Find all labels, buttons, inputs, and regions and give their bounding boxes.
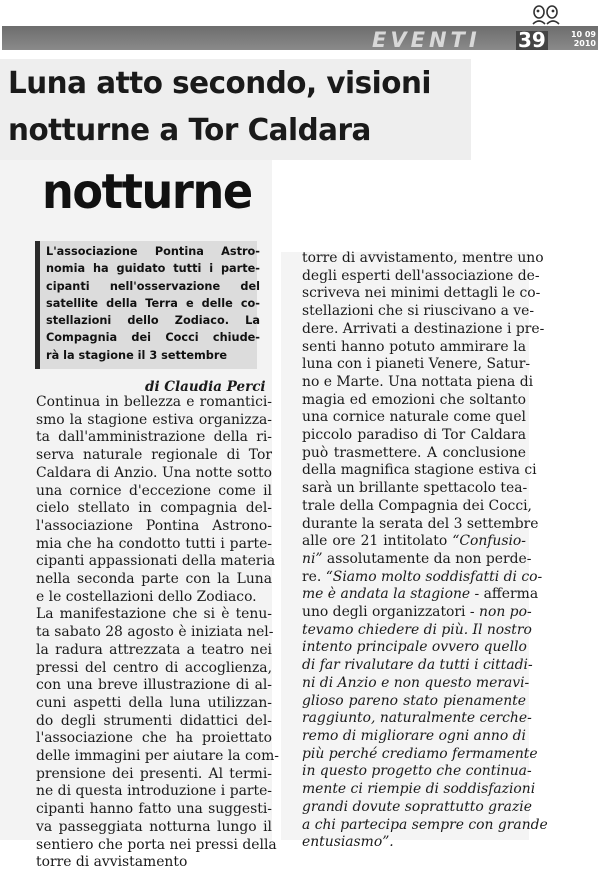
quote-line: remo di migliorare ogni anno di bbox=[302, 727, 526, 744]
body-line: pressi del centro di accoglienza, bbox=[36, 659, 272, 676]
body-line: torre di avvistamento, mentre uno bbox=[302, 250, 544, 266]
section-label: EVENTI bbox=[372, 28, 481, 52]
body-line: prensione dei presenti. Al termi- bbox=[36, 765, 272, 782]
lead-paragraph bbox=[46, 243, 260, 364]
body-line: cielo stellato in compagnia del- bbox=[36, 500, 272, 517]
quote-text: non po- bbox=[479, 604, 532, 621]
body-line: ne di questa introduzione i parte- bbox=[36, 783, 272, 800]
body-line: può trasmettere. A conclusione bbox=[302, 444, 526, 461]
lead-accent-bar bbox=[35, 241, 40, 369]
quote-line: a chi partecipa sempre con grande bbox=[302, 816, 548, 833]
body-line-mixed bbox=[302, 586, 539, 604]
body-line: una cornice naturale come quel bbox=[302, 409, 526, 426]
body-line: serva naturale regionale di Tor bbox=[36, 447, 272, 464]
lead-line: L'associazione Pontina Astro- bbox=[46, 245, 260, 258]
body-line: piccolo paradiso di Tor Caldara bbox=[302, 427, 526, 444]
headline-line-1: Luna atto secondo, visioni bbox=[8, 66, 431, 101]
lead-line: rà la stagione il 3 settembre bbox=[46, 348, 228, 362]
display-word: notturne bbox=[42, 164, 252, 220]
body-line: cipanti hanno fatto una suggesti- bbox=[36, 801, 272, 818]
body-line: va passeggiata notturna lungo il bbox=[36, 818, 272, 835]
body-line: della magnifica stagione estiva ci bbox=[302, 462, 537, 479]
body-line: con una breve illustrazione di al- bbox=[36, 677, 272, 694]
page-number: 39 bbox=[518, 28, 546, 52]
body-line: degli esperti dell'associazione de- bbox=[302, 267, 540, 284]
body-line: cuni aspetti della luna utilizzan- bbox=[36, 694, 272, 711]
body-line: sentiero che porta nei pressi della bbox=[36, 836, 277, 853]
quote-line: intento principale ovvero quello bbox=[302, 639, 527, 656]
body-line: nella seconda parte con la Luna bbox=[36, 571, 272, 588]
quote-line: grandi dovute soprattutto grazie bbox=[302, 798, 532, 815]
quote-text: “Siamo molto soddisfatti di co- bbox=[325, 568, 543, 585]
body-line: stellazioni che si riuscivano a ve- bbox=[302, 303, 535, 320]
body-line: delle immagini per aiutare la com- bbox=[36, 748, 279, 765]
body-line: mia che ha condotto tutti i parte- bbox=[36, 535, 272, 552]
body-line: luna con i pianeti Venere, Satur- bbox=[302, 356, 531, 373]
body-line: ta sabato 28 agosto è iniziata nel- bbox=[36, 624, 274, 641]
lead-line: cipanti nell'osservazione del bbox=[46, 279, 260, 293]
body-line: l'associazione che ha proiettato bbox=[36, 730, 272, 747]
body-line: sarà un brillante spettacolo tea- bbox=[302, 480, 528, 497]
body-line: La manifestazione che si è tenu- bbox=[36, 606, 272, 623]
body-text: uno degli organizzatori - bbox=[302, 604, 480, 621]
show-title: ni” bbox=[302, 550, 323, 567]
body-line: la radura attrezzata a teatro nei bbox=[36, 641, 272, 658]
body-line: scriveva nei minimi dettagli le co- bbox=[302, 285, 541, 302]
quote-line: ni di Anzio e non questo meravi- bbox=[302, 674, 530, 691]
lead-line: stellazioni dello Zodiaco. La bbox=[46, 314, 260, 328]
body-line-mixed bbox=[302, 533, 526, 551]
body-line: cipanti appassionati della materia bbox=[36, 553, 276, 570]
body-line: smo la stagione estiva organizza- bbox=[36, 411, 272, 428]
header-bar bbox=[2, 26, 598, 50]
byline: di Claudia Perci bbox=[145, 379, 266, 395]
headline-line-2: notturne a Tor Caldara bbox=[8, 113, 371, 148]
body-line-mixed bbox=[302, 604, 532, 622]
body-line-cut: torre di avvistamento bbox=[36, 854, 188, 871]
body-line: ta dall'amministrazione della ri- bbox=[36, 429, 272, 446]
quote-line: raggiunto, naturalmente cerche- bbox=[302, 710, 532, 727]
body-line: do degli strumenti didattici del- bbox=[36, 712, 272, 729]
right-column-text bbox=[302, 250, 548, 852]
body-line: durante la serata del 3 settembre bbox=[302, 515, 539, 532]
body-text: re. bbox=[302, 568, 326, 585]
body-line: Continua in bellezza e romantici- bbox=[36, 394, 272, 410]
quote-line: tevamo chiedere di più. Il nostro bbox=[302, 621, 532, 638]
lead-line: Compagnia dei Cocci chiude- bbox=[46, 331, 260, 345]
quote-line: in questo progetto che continua- bbox=[302, 763, 532, 780]
body-line: Caldara di Anzio. Una notte sotto bbox=[36, 464, 272, 481]
show-title: “Confusio- bbox=[452, 533, 526, 550]
body-line: senti hanno potuto ammirare la bbox=[302, 338, 526, 355]
left-column-text bbox=[36, 394, 279, 872]
quote-line: più perché crediamo fermamente bbox=[302, 745, 538, 762]
body-line: una cornice d'eccezione come il bbox=[36, 482, 272, 499]
body-line: l'associazione Pontina Astrono- bbox=[36, 517, 272, 534]
body-line-mixed bbox=[302, 568, 543, 587]
body-line: dere. Arrivati a destinazione i pre- bbox=[302, 320, 545, 337]
body-line: no e Marte. Una nottata piena di bbox=[302, 373, 534, 390]
quote-line: glioso pareno stato pienamente bbox=[302, 692, 526, 709]
body-line: magia ed emozioni che soltanto bbox=[302, 391, 526, 408]
headline bbox=[8, 60, 464, 154]
quote-line: entusiasmo”. bbox=[302, 834, 394, 851]
body-line-mixed bbox=[302, 550, 532, 569]
body-text: assolutamente da non perde- bbox=[322, 550, 532, 567]
body-line: e le costellazioni dello Zodiaco. bbox=[36, 588, 257, 605]
quote-text: me è andata la stagione bbox=[302, 586, 471, 603]
body-text: - afferma bbox=[470, 586, 539, 603]
magazine-logo-icon bbox=[530, 4, 562, 26]
quote-line: mente ci riempie di soddisfazioni bbox=[302, 781, 536, 798]
body-line: trale della Compagnia dei Cocci, bbox=[302, 497, 532, 514]
quote-line: di far rivalutare da tutti i cittadi- bbox=[302, 657, 533, 674]
body-text: alle ore 21 intitolato bbox=[302, 533, 448, 550]
issue-date-bottom: 2010 bbox=[573, 39, 596, 48]
issue-date bbox=[562, 30, 596, 48]
issue-date-top: 10 09 bbox=[570, 30, 596, 39]
lead-line: satellite della Terra e delle co- bbox=[46, 296, 260, 310]
lead-line: nomia ha guidato tutti i parte- bbox=[46, 262, 260, 276]
